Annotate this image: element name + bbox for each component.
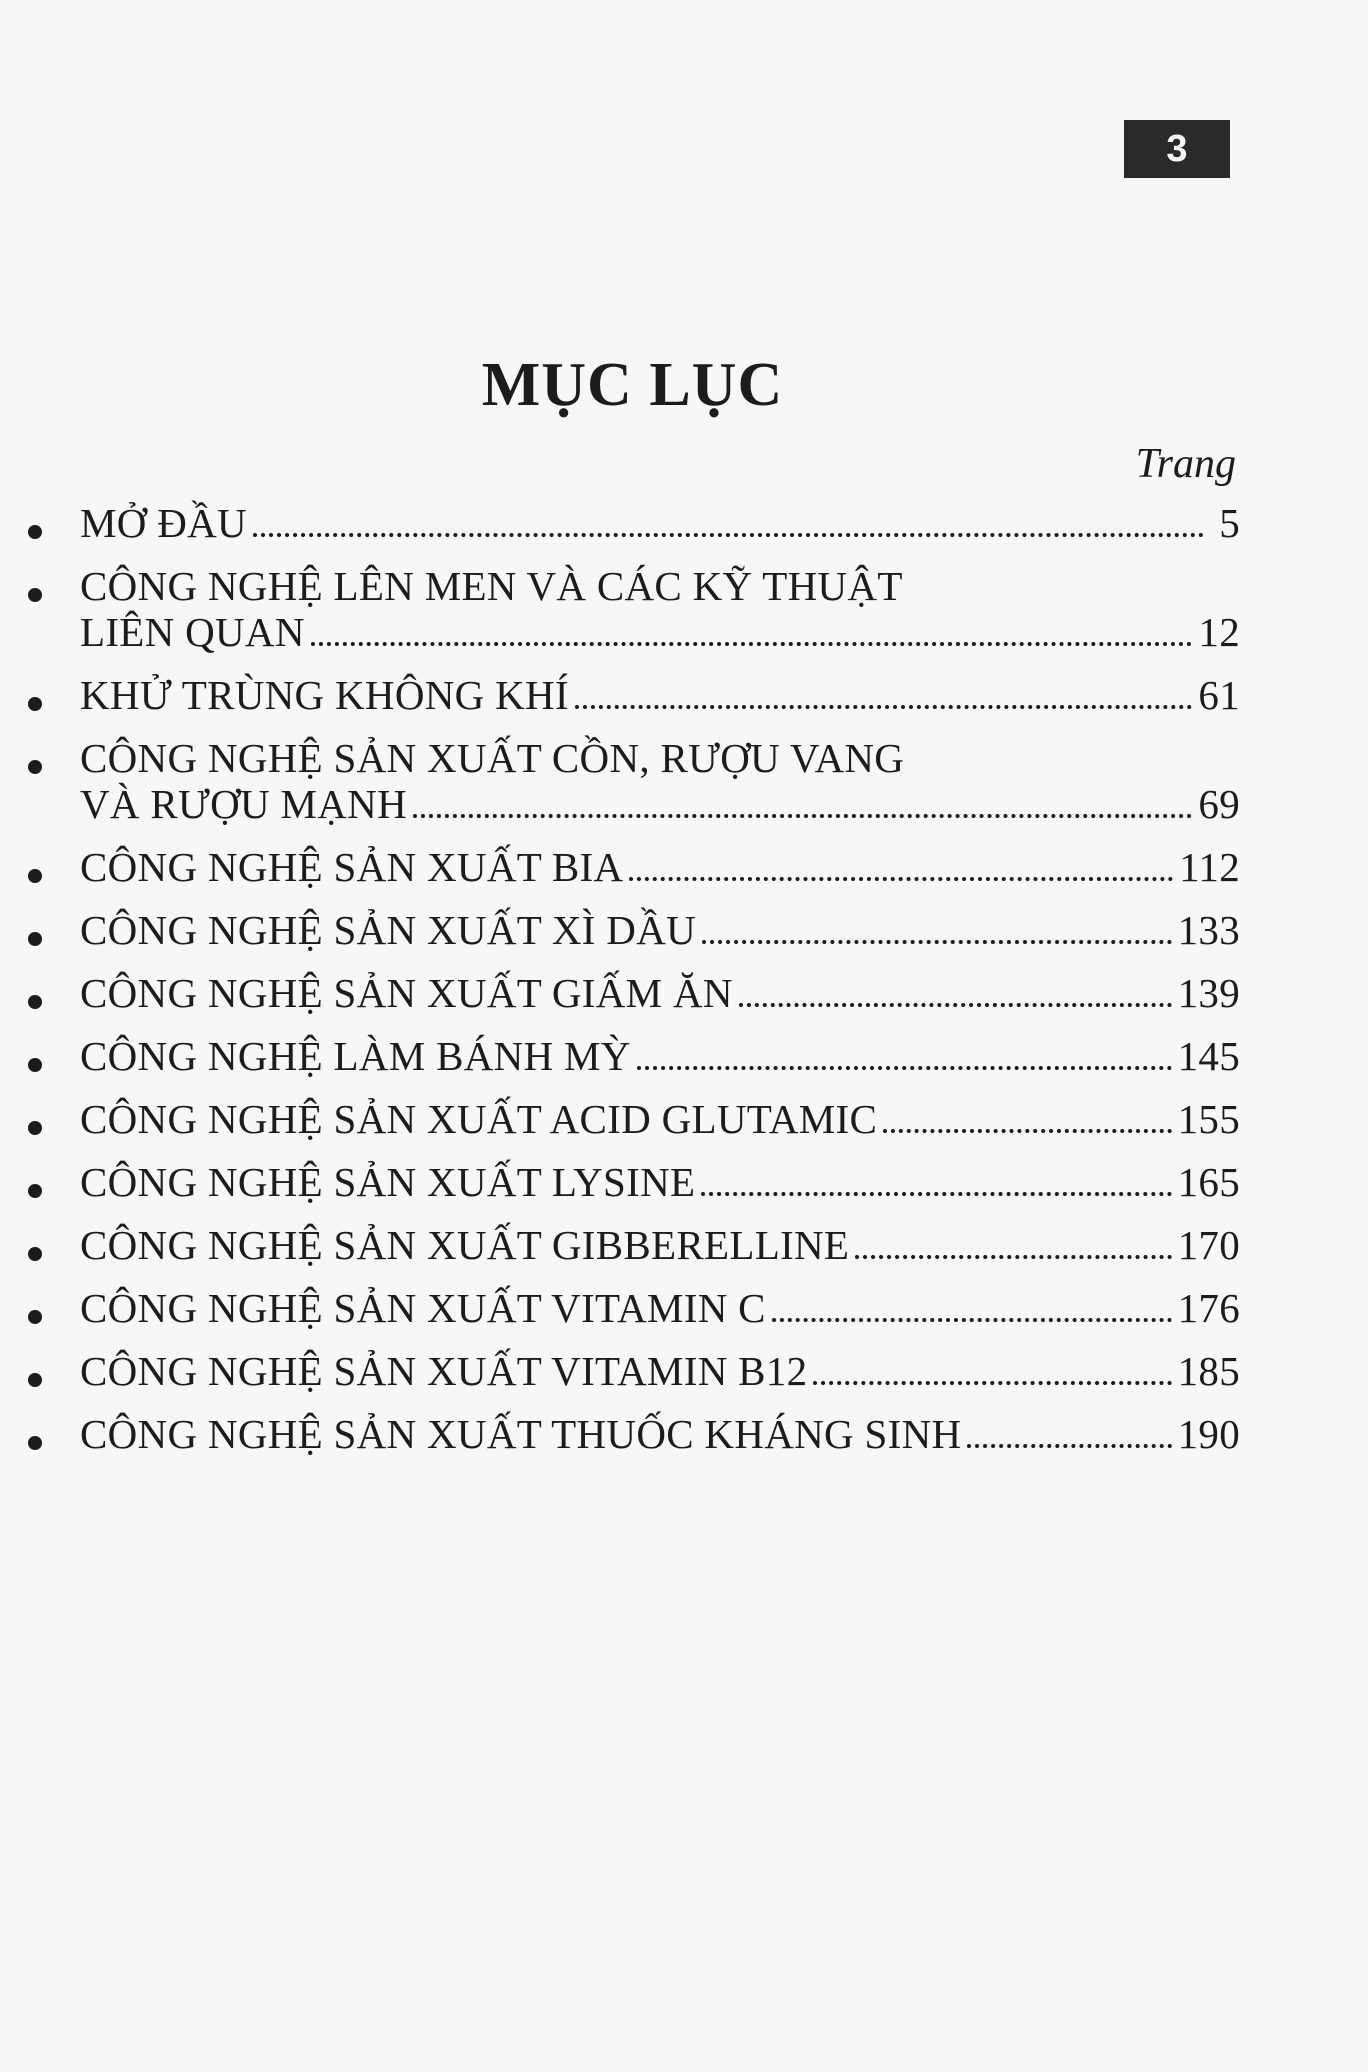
toc-entry-title: VÀ RƯỢU MẠNH [80, 781, 407, 827]
dot-leader [637, 1054, 1172, 1070]
toc-entry-page: 61 [1198, 672, 1240, 718]
toc-entry-page: 5 [1219, 500, 1240, 546]
bullet-icon [28, 588, 42, 602]
toc-entry-title: MỞ ĐẦU [80, 500, 247, 546]
toc-entry-page: 155 [1177, 1096, 1240, 1142]
bullet-icon [28, 1373, 42, 1387]
toc-entry [28, 1096, 1240, 1142]
dot-leader [883, 1117, 1172, 1133]
dot-leader [772, 1306, 1172, 1322]
bullet-icon [28, 1058, 42, 1072]
toc-entry [28, 500, 1240, 546]
bullet-icon [28, 1247, 42, 1261]
toc-entry-page: 170 [1177, 1222, 1240, 1268]
bullet-icon [28, 1310, 42, 1324]
bullet-icon [28, 1184, 42, 1198]
toc-entry-page: 165 [1177, 1159, 1240, 1205]
dot-leader [413, 802, 1192, 818]
dot-leader [311, 630, 1193, 646]
page-column-label: Trang [1135, 441, 1236, 487]
toc-entry-title: CÔNG NGHỆ SẢN XUẤT GIẤM ĂN [80, 970, 733, 1016]
toc-entry-title: CÔNG NGHỆ SẢN XUẤT BIA [80, 844, 624, 890]
toc-entry-page: 185 [1177, 1348, 1240, 1394]
toc-entry [28, 1285, 1240, 1331]
dot-leader [967, 1432, 1171, 1448]
dot-leader [253, 521, 1204, 537]
toc-entry-title: CÔNG NGHỆ SẢN XUẤT XÌ DẦU [80, 907, 697, 953]
bullet-icon [28, 1121, 42, 1135]
toc-entry-page: 133 [1177, 907, 1240, 953]
dot-leader [813, 1369, 1171, 1385]
toc-entry [28, 844, 1240, 890]
bullet-icon [28, 1436, 42, 1450]
toc-entry-page: 69 [1198, 781, 1240, 827]
page-title: MỤC LỤC [481, 351, 784, 419]
bullet-icon [28, 760, 42, 774]
toc-entry [28, 1348, 1240, 1394]
dot-leader [575, 693, 1193, 709]
bullet-icon [28, 869, 42, 883]
toc-entry [28, 1411, 1240, 1457]
bullet-icon [28, 995, 42, 1009]
toc-entry-page: 190 [1177, 1411, 1240, 1457]
toc-entry [28, 735, 1240, 827]
toc-entry-title: CÔNG NGHỆ SẢN XUẤT LYSINE [80, 1159, 696, 1205]
toc-entry-page: 139 [1177, 970, 1240, 1016]
toc-entry-page: 145 [1177, 1033, 1240, 1079]
dot-leader [702, 928, 1172, 944]
toc-entry-title-line1: CÔNG NGHỆ SẢN XUẤT CỒN, RƯỢU VANG [80, 735, 905, 781]
dot-leader [855, 1243, 1171, 1259]
toc-entry-title: KHỬ TRÙNG KHÔNG KHÍ [80, 672, 569, 718]
toc-entry-title: CÔNG NGHỆ SẢN XUẤT VITAMIN B12 [80, 1348, 808, 1394]
toc-entry-title-line1: CÔNG NGHỆ LÊN MEN VÀ CÁC KỸ THUẬT [80, 563, 903, 609]
toc-entry-title: CÔNG NGHỆ SẢN XUẤT GIBBERELLINE [80, 1222, 850, 1268]
bullet-icon [28, 932, 42, 946]
bullet-icon [28, 525, 42, 539]
toc-entry [28, 907, 1240, 953]
toc-entry [28, 970, 1240, 1016]
toc-entry [28, 1033, 1240, 1079]
toc-entry [28, 1159, 1240, 1205]
toc-entry-title: CÔNG NGHỆ SẢN XUẤT VITAMIN C [80, 1285, 766, 1331]
page-number-badge: 3 [1124, 120, 1230, 178]
table-of-contents [28, 500, 1240, 1474]
toc-entry-title: CÔNG NGHỆ LÀM BÁNH MỲ [80, 1033, 631, 1079]
toc-entry-page: 176 [1177, 1285, 1240, 1331]
dot-leader [701, 1180, 1171, 1196]
toc-entry-page: 12 [1198, 609, 1240, 655]
toc-entry [28, 1222, 1240, 1268]
toc-entry-title: CÔNG NGHỆ SẢN XUẤT ACID GLUTAMIC [80, 1096, 878, 1142]
bullet-icon [28, 697, 42, 711]
toc-entry-title: CÔNG NGHỆ SẢN XUẤT THUỐC KHÁNG SINH [80, 1411, 962, 1457]
dot-leader [629, 865, 1173, 881]
toc-entry [28, 672, 1240, 718]
toc-entry-page: 112 [1179, 844, 1240, 890]
toc-entry [28, 563, 1240, 655]
dot-leader [739, 991, 1172, 1007]
toc-entry-title: LIÊN QUAN [80, 609, 305, 655]
